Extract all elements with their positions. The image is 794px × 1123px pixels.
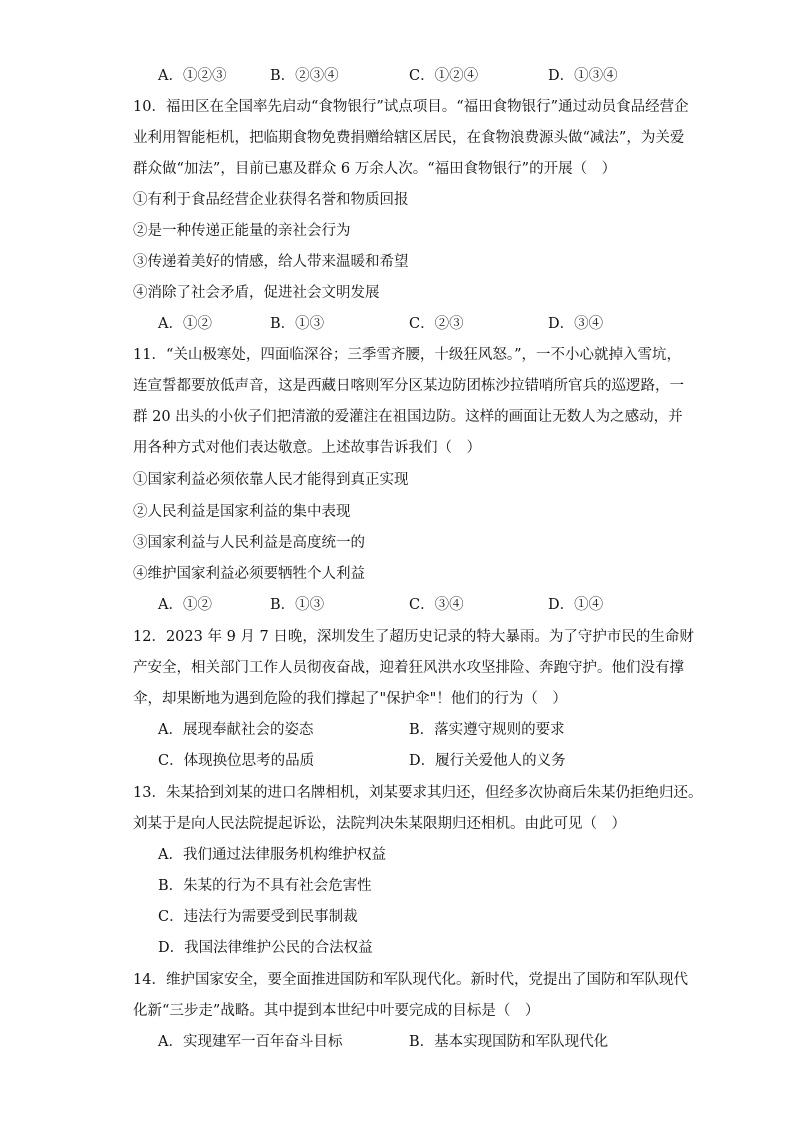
question-11-stem-line-4: 用各种方式对他们表达敬意。上述故事告诉我们（ ） [133, 440, 481, 456]
option-a[interactable]: A．①② [158, 316, 212, 332]
question-10-stem-line-2: 业利用智能柜机，把临期食物免费捐赠给辖区居民，在食物浪费源头做“减法”，为关爱 [133, 130, 685, 146]
option-b[interactable]: B．基本实现国防和军队现代化 [409, 1034, 609, 1050]
question-11-statement-2: ②人民利益是国家利益的集中表现 [133, 504, 351, 520]
option-a[interactable]: A．实现建军一百年奋斗目标 [158, 1034, 343, 1050]
option-c[interactable]: C．②③ [409, 316, 464, 332]
option-c[interactable]: C．①②④ [409, 68, 479, 84]
question-12-stem-line-2: 产安全，相关部门工作人员彻夜奋战，迎着狂风洪水攻坚排险、奔跑守护。他们没有撑 [133, 660, 684, 676]
question-11-statement-3: ③国家利益与人民利益是高度统一的 [133, 535, 365, 551]
question-14-stem-line-1: 14．维护国家安全，要全面推进国防和军队现代化。新时代，党提出了国防和军队现代 [133, 972, 688, 988]
question-14-stem-line-2: 化新“三步走”战略。其中提到本世纪中叶要完成的目标是（ ） [133, 1003, 540, 1019]
question-12-stem-line-1: 12．2023 年 9 月 7 日晚，深圳发生了超历史记录的特大暴雨。为了守护市民的生命财 [133, 629, 694, 645]
option-c[interactable]: C．体现换位思考的品质 [158, 753, 315, 769]
option-b[interactable]: B．落实遵守规则的要求 [409, 722, 565, 738]
option-c[interactable]: C．违法行为需要受到民事制裁 [158, 909, 358, 925]
question-11-stem-line-3: 群 20 出头的小伙子们把清澈的爱灌注在祖国边防。这样的画面让无数人为之感动，并 [133, 409, 683, 425]
option-b[interactable]: B．①③ [270, 597, 325, 613]
question-10-statement-3: ③传递着美好的情感，给人带来温暖和希望 [133, 254, 409, 270]
question-10-stem-line-1: 10．福田区在全国率先启动“食物银行”试点项目。“福田食物银行”通过动员食品经营企 [133, 99, 689, 115]
question-13-stem-line-2: 刘某于是向人民法院提起诉讼，法院判决朱某限期归还相机。由此可见（ ） [133, 816, 626, 832]
option-a[interactable]: A．①②③ [158, 68, 227, 84]
option-d[interactable]: D．③④ [548, 316, 604, 332]
option-a[interactable]: A．①② [158, 597, 212, 613]
option-d[interactable]: D．履行关爱他人的义务 [409, 753, 566, 769]
question-13-stem-line-1: 13．朱某拾到刘某的进口名牌相机，刘某要求其归还，但经多次协商后朱某仍拒绝归还。 [133, 785, 703, 801]
option-b[interactable]: B．②③④ [270, 68, 339, 84]
question-11-statement-1: ①国家利益必须依靠人民才能得到真正实现 [133, 472, 409, 488]
option-d[interactable]: D．①④ [548, 597, 604, 613]
option-b[interactable]: B．朱某的行为不具有社会危害性 [158, 878, 372, 894]
question-11-statement-4: ④维护国家利益必须要牺牲个人利益 [133, 566, 365, 582]
question-11-stem-line-1: 11．“关山极寒处，四面临深谷；三季雪齐腰，十级狂风怒。”，一不小心就掉入雪坑， [133, 347, 682, 363]
option-b[interactable]: B．①③ [270, 316, 325, 332]
question-11-stem-line-2: 连宣誓都要放低声音，这是西藏日喀则军分区某边防团栋沙拉错哨所官兵的巡逻路，一 [133, 378, 684, 394]
option-c[interactable]: C．③④ [409, 597, 464, 613]
option-d[interactable]: D．①③④ [548, 68, 618, 84]
question-10-statement-1: ①有利于食品经营企业获得名誉和物质回报 [133, 192, 409, 208]
question-10-statement-2: ②是一种传递正能量的亲社会行为 [133, 223, 351, 239]
option-d[interactable]: D．我国法律维护公民的合法权益 [158, 940, 373, 956]
option-a[interactable]: A．展现奉献社会的姿态 [158, 722, 314, 738]
option-a[interactable]: A．我们通过法律服务机构维护权益 [158, 847, 386, 863]
question-10-stem-line-3: 群众做“加法”，目前已惠及群众 6 万余人次。“福田食物银行”的开展（ ） [133, 161, 617, 177]
question-10-statement-4: ④消除了社会矛盾，促进社会文明发展 [133, 285, 380, 301]
question-12-stem-line-3: 伞，却果断地为遇到危险的我们撑起了"保护伞"！他们的行为（ ） [133, 691, 567, 707]
